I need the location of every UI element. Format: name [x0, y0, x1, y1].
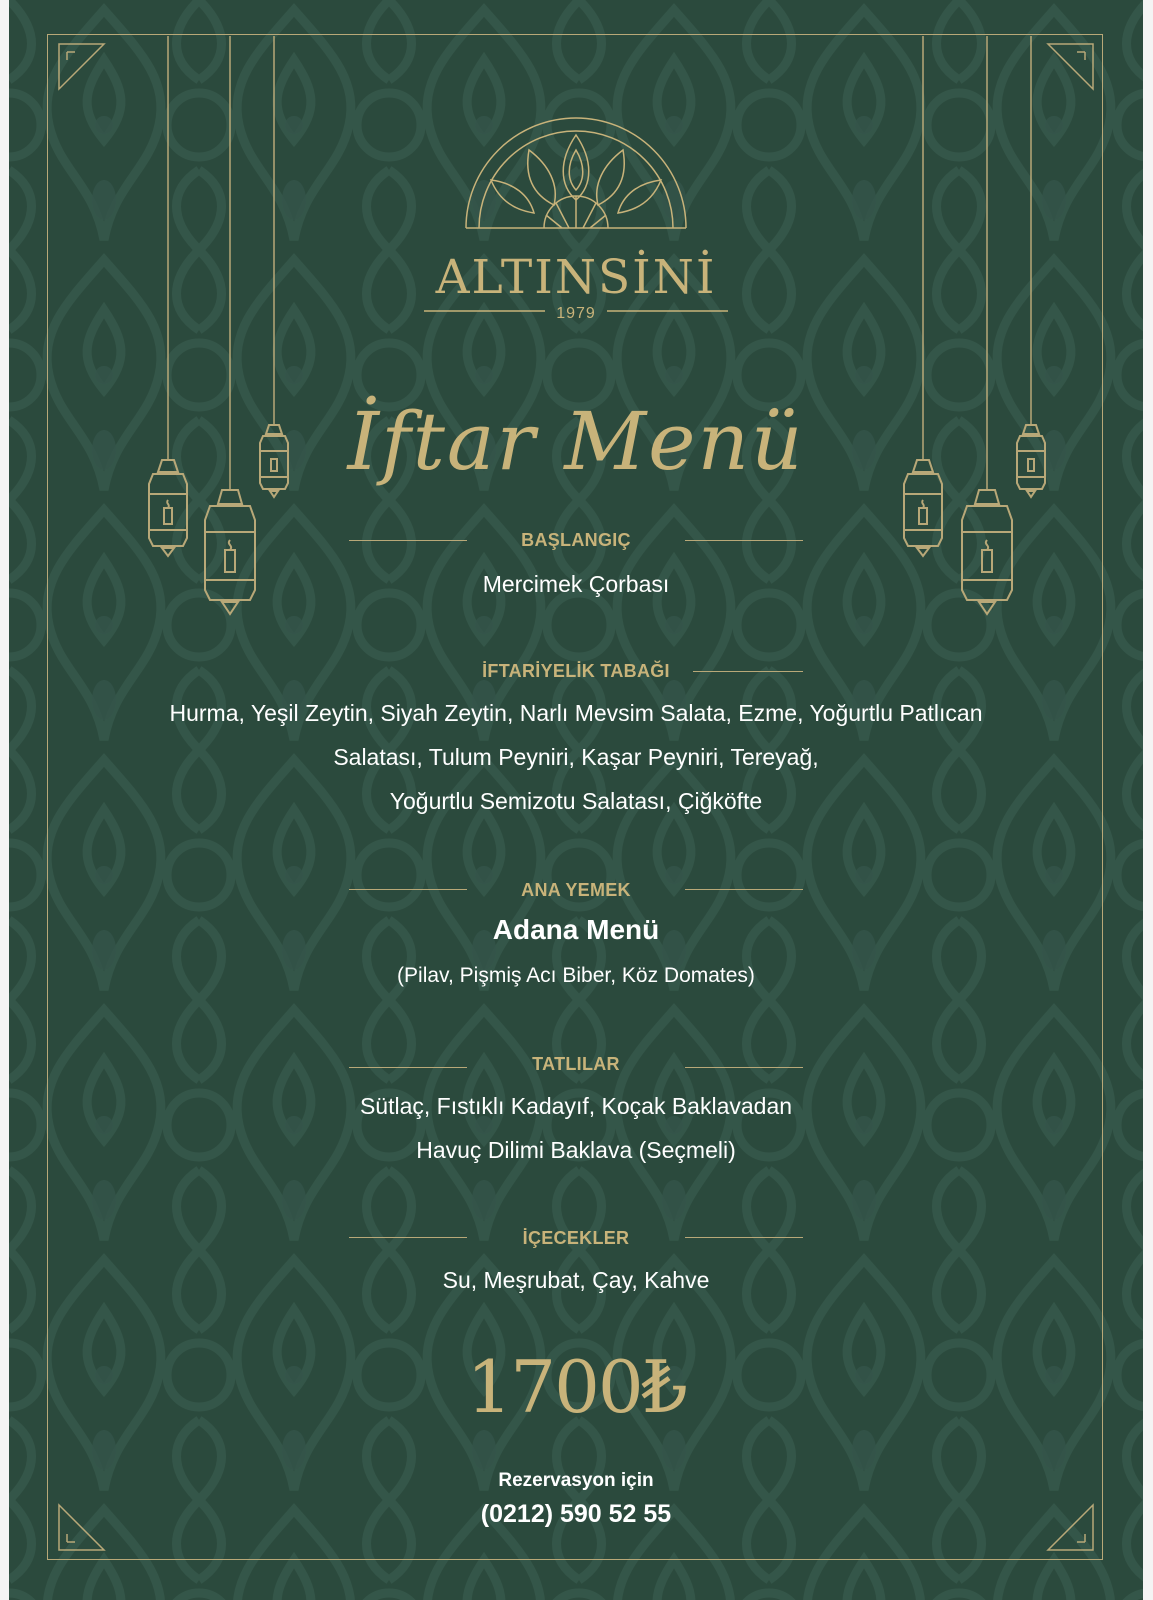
corner-ornament-icon: [59, 44, 104, 89]
price: 1700₺: [466, 1345, 686, 1429]
menu-item: Havuç Dilimi Baklava (Seçmeli): [416, 1137, 736, 1163]
brand-name: ALTINSİNİ: [435, 250, 717, 305]
brand-year: 1979: [556, 305, 596, 322]
sunburst-logo-icon: [466, 118, 686, 228]
section-heading-iftariyelik: İFTARİYELİK TABAĞI: [482, 661, 670, 681]
section-heading-ana-yemek: ANA YEMEK: [521, 880, 631, 900]
section-heading-icecekler: İÇECEKLER: [522, 1228, 630, 1248]
main-dish-sides: (Pilav, Pişmiş Acı Biber, Köz Domates): [397, 964, 755, 987]
menu-item: Salatası, Tulum Peyniri, Kaşar Peyniri, Tereyağ,: [333, 744, 819, 770]
menu-item: Sütlaç, Fıstıklı Kadayıf, Koçak Baklavadan: [359, 1093, 793, 1119]
reservation-label: Rezervasyon için: [498, 1470, 654, 1491]
menu-item: Mercimek Çorbası: [482, 571, 670, 597]
reservation-phone[interactable]: (0212) 590 52 55: [480, 1500, 672, 1528]
menu-item: Su, Meşrubat, Çay, Kahve: [442, 1267, 710, 1293]
menu-item: Yoğurtlu Semizotu Salatası, Çiğköfte: [389, 788, 763, 814]
section-heading-baslangic: BAŞLANGIÇ: [521, 530, 631, 550]
main-dish: Adana Menü: [492, 914, 660, 945]
menu-card: [9, 0, 1143, 1600]
corner-ornament-icon: [1048, 44, 1093, 89]
menu-title: İftar Menü: [347, 395, 805, 488]
menu-item: Hurma, Yeşil Zeytin, Siyah Zeytin, Narlı Mevsim Salata, Ezme, Yoğurtlu Patlıcan: [169, 700, 983, 726]
section-heading-tatlilar: TATLILAR: [532, 1054, 620, 1074]
